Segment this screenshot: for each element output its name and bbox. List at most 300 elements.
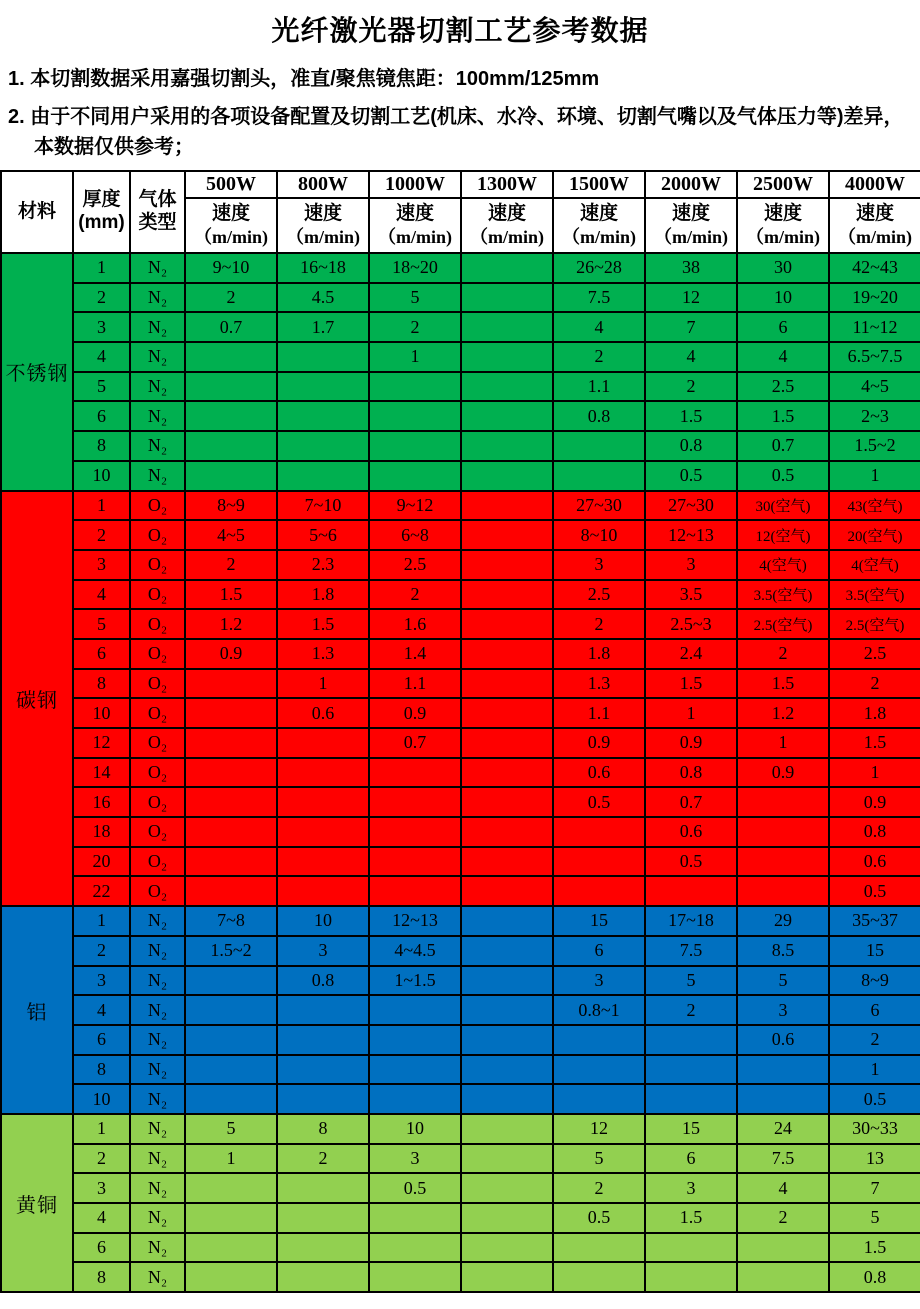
cell-speed	[461, 787, 553, 817]
table-row	[1, 580, 920, 610]
cell-speed	[645, 1055, 737, 1085]
cell-speed: 1.5	[645, 1203, 737, 1233]
cell-speed: 4.5	[277, 283, 369, 313]
cell-speed	[461, 1173, 553, 1203]
cell-speed: 2~3	[829, 401, 920, 431]
cell-speed	[277, 787, 369, 817]
cell-thickness: 10	[73, 698, 130, 728]
cell-speed: 6	[737, 312, 829, 342]
cell-speed	[737, 1262, 829, 1292]
cell-speed	[369, 461, 461, 491]
speed-unit-label: （m/min)	[194, 227, 268, 248]
table-row	[1, 431, 920, 461]
cell-speed: 5~6	[277, 520, 369, 550]
cell-speed: 2	[185, 283, 277, 313]
cell-speed	[737, 1084, 829, 1114]
cell-speed	[553, 876, 645, 906]
cell-speed: 1.8	[829, 698, 920, 728]
col-header-power-1300W: 1300W	[461, 171, 553, 198]
cell-speed: 2.4	[645, 639, 737, 669]
cell-speed: 2	[553, 342, 645, 372]
cell-speed: 0.5	[369, 1173, 461, 1203]
cell-speed: 30	[737, 253, 829, 283]
cell-speed	[461, 580, 553, 610]
cell-gas-type: N₂	[130, 995, 185, 1025]
cell-speed: 2.5	[369, 550, 461, 580]
cell-thickness: 2	[73, 283, 130, 313]
cell-speed: 1	[185, 1144, 277, 1174]
cell-thickness: 2	[73, 936, 130, 966]
cell-speed: 5	[369, 283, 461, 313]
cell-speed	[185, 1203, 277, 1233]
col-header-power-2000W: 2000W	[645, 171, 737, 198]
cell-gas-type: N₂	[130, 1114, 185, 1144]
cell-thickness: 14	[73, 758, 130, 788]
cell-speed	[369, 876, 461, 906]
cell-speed: 0.6	[277, 698, 369, 728]
cell-speed	[737, 817, 829, 847]
cell-speed: 2	[369, 580, 461, 610]
cell-speed	[277, 1203, 369, 1233]
cell-thickness: 2	[73, 1144, 130, 1174]
cell-speed: 43(空气)	[829, 491, 920, 521]
table-row	[1, 1144, 920, 1174]
table-row	[1, 876, 920, 906]
speed-unit-label: （m/min)	[286, 227, 360, 248]
col-header-power-4000W: 4000W	[829, 171, 920, 198]
cell-speed: 5	[185, 1114, 277, 1144]
cell-gas-type: O₂	[130, 758, 185, 788]
cell-gas-type: N₂	[130, 1144, 185, 1174]
cell-speed: 27~30	[645, 491, 737, 521]
cell-speed	[553, 1025, 645, 1055]
cell-speed: 2.3	[277, 550, 369, 580]
table-row	[1, 669, 920, 699]
cell-speed	[369, 1203, 461, 1233]
cell-speed	[185, 1173, 277, 1203]
notes-block	[0, 64, 920, 162]
cell-speed: 0.5	[829, 1084, 920, 1114]
cell-speed: 1.2	[185, 609, 277, 639]
cell-speed: 8~10	[553, 520, 645, 550]
cell-speed: 24	[737, 1114, 829, 1144]
cell-speed: 0.8	[829, 817, 920, 847]
cell-speed: 0.9	[185, 639, 277, 669]
cell-speed: 18~20	[369, 253, 461, 283]
cell-speed	[737, 1055, 829, 1085]
cell-speed: 1.1	[553, 372, 645, 402]
cell-speed	[277, 995, 369, 1025]
material-cell: 碳钢	[1, 491, 73, 907]
cell-speed: 4	[737, 342, 829, 372]
table-row	[1, 758, 920, 788]
cell-speed: 3	[645, 550, 737, 580]
cell-speed	[461, 966, 553, 996]
speed-label: 速度	[303, 203, 342, 225]
cell-speed	[461, 906, 553, 936]
cell-speed	[369, 431, 461, 461]
cell-speed: 0.9	[369, 698, 461, 728]
cell-speed	[185, 995, 277, 1025]
cell-speed	[369, 401, 461, 431]
cell-speed	[369, 995, 461, 1025]
table-body	[1, 253, 920, 1292]
cell-speed: 9~10	[185, 253, 277, 283]
cell-gas-type: N₂	[130, 312, 185, 342]
cell-speed: 12(空气)	[737, 520, 829, 550]
cell-thickness: 3	[73, 966, 130, 996]
cell-speed: 1.1	[553, 698, 645, 728]
cell-speed	[277, 1025, 369, 1055]
cell-speed: 3.5(空气)	[829, 580, 920, 610]
table-header	[1, 171, 920, 253]
cell-speed	[461, 698, 553, 728]
cell-speed: 0.5	[645, 847, 737, 877]
cell-speed: 3	[277, 936, 369, 966]
speed-label: 速度	[579, 203, 618, 225]
col-header-speed-800W	[277, 198, 369, 253]
cell-speed: 10	[737, 283, 829, 313]
cell-speed: 0.7	[369, 728, 461, 758]
cell-gas-type: N₂	[130, 1173, 185, 1203]
cell-gas-type: O₂	[130, 609, 185, 639]
cell-speed: 4~5	[185, 520, 277, 550]
cell-thickness: 8	[73, 1262, 130, 1292]
cell-thickness: 22	[73, 876, 130, 906]
table-row	[1, 728, 920, 758]
cell-speed: 1.7	[277, 312, 369, 342]
table-row	[1, 461, 920, 491]
col-header-power-1500W: 1500W	[553, 171, 645, 198]
cell-gas-type: N₂	[130, 283, 185, 313]
cell-speed: 12	[553, 1114, 645, 1144]
cell-speed: 2	[737, 639, 829, 669]
cell-gas-type: O₂	[130, 847, 185, 877]
table-row	[1, 966, 920, 996]
cell-speed: 2	[829, 669, 920, 699]
cell-speed	[461, 550, 553, 580]
cell-speed	[185, 698, 277, 728]
speed-unit-label: （m/min)	[746, 227, 820, 248]
speed-label: 速度	[395, 203, 434, 225]
cell-speed: 0.9	[829, 787, 920, 817]
cell-speed	[645, 1025, 737, 1055]
cell-speed	[461, 312, 553, 342]
cell-gas-type: N₂	[130, 1233, 185, 1263]
gas-label-line1: 气体	[138, 189, 177, 211]
note-1: 1. 本切割数据采用嘉强切割头，准直/聚焦镜焦距：100mm/125mm	[8, 68, 600, 90]
table-row	[1, 639, 920, 669]
cell-speed	[737, 847, 829, 877]
cell-speed	[645, 1262, 737, 1292]
cell-speed: 1	[277, 669, 369, 699]
cell-speed	[461, 491, 553, 521]
speed-label: 速度	[211, 203, 250, 225]
cell-speed: 2.5~3	[645, 609, 737, 639]
page-title: 光纤激光器切割工艺参考数据	[271, 15, 649, 46]
cell-speed: 2	[185, 550, 277, 580]
table-row	[1, 1025, 920, 1055]
cell-speed: 0.7	[645, 787, 737, 817]
cell-thickness: 4	[73, 995, 130, 1025]
cell-gas-type: O₂	[130, 639, 185, 669]
cell-thickness: 8	[73, 669, 130, 699]
cell-speed	[461, 936, 553, 966]
cell-speed	[553, 847, 645, 877]
cell-gas-type: O₂	[130, 817, 185, 847]
cell-speed: 1	[645, 698, 737, 728]
col-header-speed-2000W	[645, 198, 737, 253]
cell-speed: 10	[369, 1114, 461, 1144]
cell-speed	[277, 1084, 369, 1114]
cell-speed	[461, 758, 553, 788]
cell-thickness: 1	[73, 253, 130, 283]
cell-speed: 16~18	[277, 253, 369, 283]
cell-speed	[461, 431, 553, 461]
cell-speed: 3	[737, 995, 829, 1025]
cell-speed	[553, 461, 645, 491]
cell-speed: 1.5	[277, 609, 369, 639]
cell-speed	[461, 372, 553, 402]
speed-unit-label: （m/min)	[838, 227, 912, 248]
cell-gas-type: O₂	[130, 787, 185, 817]
cell-speed: 5	[553, 1144, 645, 1174]
cell-speed	[277, 728, 369, 758]
table-row	[1, 936, 920, 966]
cell-gas-type: N₂	[130, 1262, 185, 1292]
cell-speed: 0.8~1	[553, 995, 645, 1025]
thickness-label-line2: (mm)	[78, 212, 125, 233]
gas-label-line2: 类型	[138, 212, 177, 233]
cell-speed: 5	[645, 966, 737, 996]
cell-speed	[369, 1025, 461, 1055]
cell-speed: 0.9	[645, 728, 737, 758]
cell-speed	[461, 1025, 553, 1055]
cell-speed: 4	[645, 342, 737, 372]
cell-speed: 2.5	[553, 580, 645, 610]
cell-speed: 0.5	[553, 787, 645, 817]
speed-label: 速度	[671, 203, 710, 225]
cell-speed: 27~30	[553, 491, 645, 521]
cell-thickness: 1	[73, 906, 130, 936]
table-row	[1, 1173, 920, 1203]
cell-speed: 0.6	[737, 1025, 829, 1055]
cell-speed: 2.5	[737, 372, 829, 402]
cell-speed: 7~8	[185, 906, 277, 936]
cell-speed	[185, 461, 277, 491]
cell-speed	[369, 787, 461, 817]
cell-speed	[185, 847, 277, 877]
table-row	[1, 847, 920, 877]
cell-speed	[553, 1233, 645, 1263]
col-header-power-500W: 500W	[185, 171, 277, 198]
cell-gas-type: N₂	[130, 431, 185, 461]
cell-gas-type: N₂	[130, 1055, 185, 1085]
cell-thickness: 6	[73, 1233, 130, 1263]
cell-speed	[461, 461, 553, 491]
cell-speed: 6	[645, 1144, 737, 1174]
table-row	[1, 995, 920, 1025]
cell-speed: 1.5	[829, 728, 920, 758]
cell-speed	[461, 817, 553, 847]
cell-speed: 1	[829, 758, 920, 788]
cell-speed	[277, 1055, 369, 1085]
cell-speed	[737, 876, 829, 906]
cell-speed	[461, 1203, 553, 1233]
col-header-thickness	[73, 171, 130, 253]
cell-speed	[185, 817, 277, 847]
table-row	[1, 342, 920, 372]
speed-unit-label: （m/min)	[470, 227, 544, 248]
cell-thickness: 8	[73, 431, 130, 461]
col-header-speed-500W	[185, 198, 277, 253]
cell-speed: 0.7	[185, 312, 277, 342]
cell-thickness: 2	[73, 520, 130, 550]
cell-speed: 20(空气)	[829, 520, 920, 550]
cell-speed: 26~28	[553, 253, 645, 283]
cell-gas-type: N₂	[130, 936, 185, 966]
cell-speed: 1.5	[185, 580, 277, 610]
cell-thickness: 6	[73, 639, 130, 669]
cell-speed: 0.8	[829, 1262, 920, 1292]
cell-speed: 6.5~7.5	[829, 342, 920, 372]
cell-gas-type: O₂	[130, 698, 185, 728]
cell-speed	[185, 1233, 277, 1263]
cell-speed: 2	[645, 372, 737, 402]
cell-speed: 6~8	[369, 520, 461, 550]
cell-speed: 1.2	[737, 698, 829, 728]
cell-speed	[277, 401, 369, 431]
cell-speed	[461, 995, 553, 1025]
table-row	[1, 372, 920, 402]
table-row	[1, 520, 920, 550]
cutting-data-table	[0, 170, 920, 1293]
cell-gas-type: N₂	[130, 1084, 185, 1114]
cell-speed: 1	[829, 461, 920, 491]
table-row	[1, 1084, 920, 1114]
cell-speed: 6	[829, 995, 920, 1025]
table-row	[1, 491, 920, 521]
cell-thickness: 5	[73, 372, 130, 402]
cell-speed	[185, 1055, 277, 1085]
cell-speed: 1	[369, 342, 461, 372]
cell-speed	[185, 669, 277, 699]
cell-speed: 0.8	[553, 401, 645, 431]
cell-speed: 7	[645, 312, 737, 342]
col-header-speed-1500W	[553, 198, 645, 253]
cell-thickness: 10	[73, 461, 130, 491]
cell-thickness: 18	[73, 817, 130, 847]
cell-speed: 12	[645, 283, 737, 313]
cell-speed	[277, 847, 369, 877]
cell-gas-type: N₂	[130, 966, 185, 996]
cell-gas-type: O₂	[130, 728, 185, 758]
col-header-speed-2500W	[737, 198, 829, 253]
cell-speed	[461, 876, 553, 906]
cell-speed: 5	[829, 1203, 920, 1233]
cell-speed: 4(空气)	[737, 550, 829, 580]
cell-speed	[461, 520, 553, 550]
cell-speed: 5	[737, 966, 829, 996]
cell-speed	[369, 847, 461, 877]
cell-gas-type: O₂	[130, 876, 185, 906]
speed-unit-label: （m/min)	[654, 227, 728, 248]
cell-speed	[645, 1233, 737, 1263]
cell-thickness: 6	[73, 1025, 130, 1055]
cell-thickness: 10	[73, 1084, 130, 1114]
col-header-material: 材料	[1, 171, 73, 253]
cell-speed: 0.5	[737, 461, 829, 491]
cell-speed: 8	[277, 1114, 369, 1144]
cell-speed	[461, 609, 553, 639]
cell-speed	[645, 876, 737, 906]
note-2: 2. 由于不同用户采用的各项设备配置及切割工艺(机床、水冷、环境、切割气嘴以及气体压力等)差异，本数据仅供参考；	[8, 106, 904, 158]
material-cell: 不锈钢	[1, 253, 73, 491]
cell-speed: 42~43	[829, 253, 920, 283]
cell-speed	[185, 1025, 277, 1055]
cell-thickness: 3	[73, 312, 130, 342]
cell-speed: 1.5	[645, 669, 737, 699]
cell-speed	[277, 758, 369, 788]
cell-speed: 2.5	[829, 639, 920, 669]
cell-speed	[277, 431, 369, 461]
cell-speed	[461, 669, 553, 699]
cell-speed	[277, 342, 369, 372]
table-row	[1, 817, 920, 847]
cell-thickness: 12	[73, 728, 130, 758]
cell-speed	[461, 1144, 553, 1174]
cell-thickness: 3	[73, 550, 130, 580]
cell-speed: 8~9	[185, 491, 277, 521]
cell-thickness: 1	[73, 491, 130, 521]
cell-speed	[553, 1055, 645, 1085]
cell-speed: 19~20	[829, 283, 920, 313]
cell-speed: 2	[553, 1173, 645, 1203]
cell-speed: 2	[737, 1203, 829, 1233]
cell-speed: 3.5	[645, 580, 737, 610]
table-row	[1, 1055, 920, 1085]
cell-speed: 0.7	[737, 431, 829, 461]
cell-speed	[461, 283, 553, 313]
cell-thickness: 1	[73, 1114, 130, 1144]
cell-speed: 1.5~2	[185, 936, 277, 966]
cell-speed: 12~13	[645, 520, 737, 550]
cell-speed	[277, 372, 369, 402]
cell-speed: 30(空气)	[737, 491, 829, 521]
cell-speed: 1.5	[737, 401, 829, 431]
cell-speed: 2	[553, 609, 645, 639]
cell-speed: 0.6	[645, 817, 737, 847]
cell-speed	[369, 817, 461, 847]
cell-speed: 0.9	[553, 728, 645, 758]
cell-speed	[553, 1262, 645, 1292]
table-row	[1, 401, 920, 431]
cell-speed: 2	[645, 995, 737, 1025]
cell-speed: 7.5	[645, 936, 737, 966]
cell-speed: 15	[829, 936, 920, 966]
cell-gas-type: O₂	[130, 669, 185, 699]
cell-speed	[369, 758, 461, 788]
cell-speed	[553, 431, 645, 461]
table-row	[1, 253, 920, 283]
cell-speed: 17~18	[645, 906, 737, 936]
cell-speed: 2	[277, 1144, 369, 1174]
cell-speed: 0.6	[829, 847, 920, 877]
speed-label: 速度	[487, 203, 526, 225]
cell-speed	[553, 1084, 645, 1114]
cell-speed: 12~13	[369, 906, 461, 936]
cell-speed: 1.4	[369, 639, 461, 669]
